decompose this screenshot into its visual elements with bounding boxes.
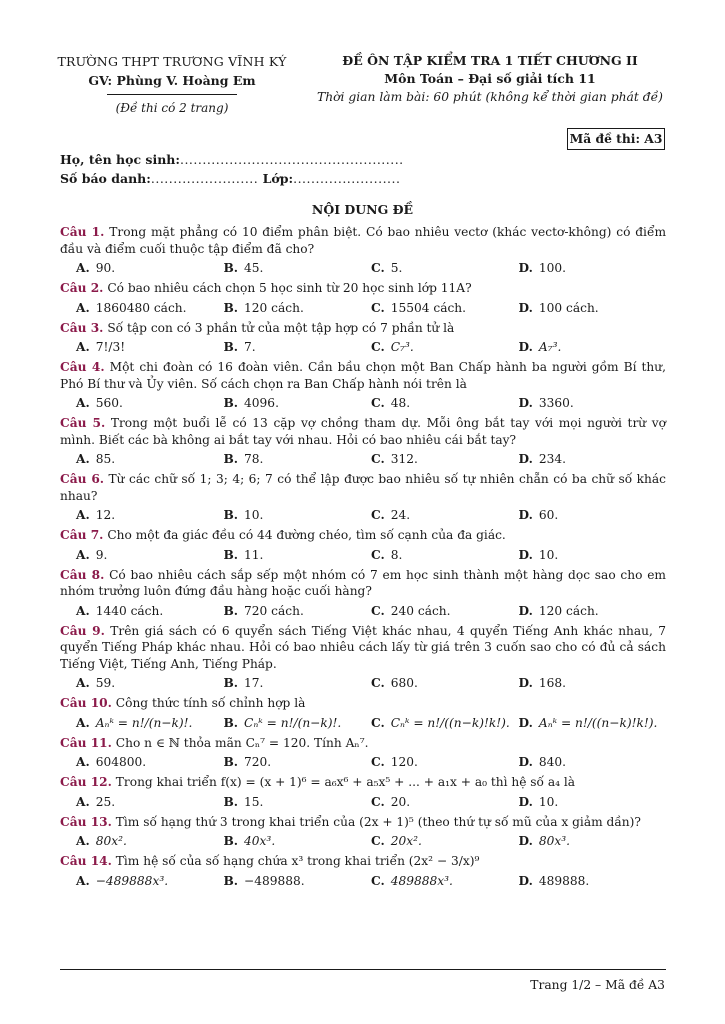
option-b: B. −489888. [223,873,305,888]
question-2 [60,280,666,317]
exam-duration: Thời gian làm bài: 60 phút (không kể thời gian phát đề) [317,90,663,104]
option-b: B. 17. [223,676,264,690]
option-c: C. C₇³. [371,340,414,354]
option-b: B. Cₙᵏ = n!/(n−k)!. [223,715,342,730]
questions-list [60,224,666,893]
question-number: Câu 3. [60,320,104,335]
pages-note: (Đề thi có 2 trang) [115,101,229,115]
option-d: D. 234. [518,452,567,466]
option-a: A. 59. [76,676,116,690]
question-5 [60,415,666,468]
question-number: Câu 6. [60,472,105,486]
exam-subject: Môn Toán – Đại số giải tích 11 [384,71,596,86]
option-c: C. 240 cách. [371,603,451,618]
question-text: Cho một đa giác đều có 44 đường chéo, tìm số cạnh của đa giác. [107,528,506,542]
question-number: Câu 11. [60,735,112,750]
student-info [60,150,480,188]
option-a: A. 12. [76,508,116,522]
question-text: Trong mặt phẳng có 10 điểm phân biệt. Có bao nhiêu vectơ (khác vectơ-không) có điểm đầu và điểm cuối thuộc tập điểm đã cho? [60,225,666,256]
class-label: Lớp: [262,171,294,186]
student-id-line [60,169,480,188]
option-d: D. 80x³. [518,834,571,848]
question-number: Câu 2. [60,281,104,295]
question-4 [60,359,666,412]
option-b: B. 720. [223,755,272,769]
question-text: Trên giá sách có 6 quyển sách Tiếng Việt khác nhau, 4 quyển Tiếng Anh khác nhau, 7 quyển Tiếng Pháp khác nhau. Hỏi có bao nhiêu cách lấy từ giá trên 3 cuốn sao cho có đủ cả sách Tiếng Việt, Tiếng Anh, Tiếng Pháp. [60,623,666,671]
option-b: B. 15. [223,794,264,809]
exam-title: ĐỀ ÔN TẬP KIỂM TRA 1 TIẾT CHƯƠNG II [342,53,638,68]
question-13 [60,814,666,851]
option-b: B. 10. [223,508,264,522]
option-b: B. 45. [223,261,264,275]
student-id-label: Số báo danh: [60,171,151,186]
option-d: D. A₇³. [518,340,562,354]
option-a: A. Aₙᵏ = n!/(n−k)!. [76,715,193,730]
class-dots: ........................ [293,171,401,186]
question-10 [60,695,666,732]
option-d: D. 10. [518,794,559,809]
option-b: B. 11. [223,547,264,562]
option-b: B. 78. [223,452,264,466]
question-text: Từ các chữ số 1; 3; 4; 6; 7 có thể lập được bao nhiêu số tự nhiên chẵn có ba chữ số khác nhau? [60,472,666,503]
option-c: C. Cₙᵏ = n!/((n−k)!k!). [371,715,510,730]
question-number: Câu 5. [60,416,106,430]
question-number: Câu 8. [60,567,105,582]
question-text: Trong một buổi lễ có 13 cặp vợ chồng tham dự. Mỗi ông bắt tay với mọi người trừ vợ mình. Biết các bà không ai bắt tay với nhau. Hỏi có bao nhiêu cái bắt tay? [60,416,666,447]
question-text: Trong khai triển f(x) = (x + 1)⁶ = a₆x⁶ + a₅x⁵ + ... + a₁x + a₀ thì hệ số a₄ là [115,775,576,789]
option-a: A. 80x². [76,834,127,848]
question-text: Một chi đoàn có 16 đoàn viên. Cần bầu chọn một Ban Chấp hành ba người gồm Bí thư, Phó Bí thư và Ủy viên. Số cách chọn ra Ban Chấp hành nói trên là [60,360,666,391]
student-name-dots: .................................................. [179,152,404,167]
question-number: Câu 14. [60,854,112,868]
option-d: D. 168. [518,676,567,690]
option-d: D. 489888. [518,873,590,888]
option-a: A. 1860480 cách. [76,300,187,315]
question-9 [60,623,666,693]
footer-divider [60,969,666,970]
question-number: Câu 12. [60,775,112,789]
question-number: Câu 7. [60,528,104,542]
question-text: Công thức tính số chỉnh hợp là [115,696,306,710]
question-7 [60,527,666,564]
option-d: D. 10. [518,547,559,562]
option-d: D. 60. [518,508,559,522]
option-c: C. 5. [371,261,403,275]
option-a: A. 7!/3! [76,340,126,354]
option-d: D. 100 cách. [518,300,599,315]
exam-code-box: Mã đề thi: A3 [567,128,665,150]
section-title: NỘI DUNG ĐỀ [311,202,414,217]
option-a: A. 90. [76,261,116,275]
teacher-name: GV: Phùng V. Hoàng Em [88,73,256,88]
option-c: C. 20. [371,794,411,809]
option-d: D. 840. [518,755,567,769]
option-b: B. 4096. [223,396,279,410]
option-d: D. 100. [518,261,567,275]
option-d: D. Aₙᵏ = n!/((n−k)!k!). [518,715,658,730]
question-text: Tìm hệ số của số hạng chứa x³ trong khai triển (2x² − 3/x)⁹ [115,854,480,868]
option-c: C. 120. [371,755,418,769]
student-id-dots: ........................ [150,171,259,186]
question-text: Có bao nhiêu cách sắp sếp một nhóm có 7 em học sinh thành một hàng dọc sao cho em nhóm trưởng luôn đứng đầu hàng hoặc cuối hàng? [60,567,666,598]
question-text: Có bao nhiêu cách chọn 5 học sinh từ 20 học sinh lớp 11A? [107,281,472,295]
option-c: C. 680. [371,676,418,690]
option-a: A. 85. [76,452,116,466]
option-a: A. 9. [76,547,108,562]
question-number: Câu 4. [60,360,105,374]
question-3 [60,320,666,357]
question-text: Số tập con có 3 phần tử của một tập hợp có 7 phần tử là [107,320,455,335]
option-c: C. 24. [371,508,411,522]
option-c: C. 20x². [371,834,422,848]
question-6 [60,471,666,524]
question-12 [60,774,666,811]
question-number: Câu 1. [60,225,105,239]
header-right [300,52,680,106]
header-left [52,52,292,118]
page-footer: Trang 1/2 – Mã đề A3 [530,978,665,992]
option-d: D. 3360. [518,396,574,410]
option-c: C. 489888x³. [371,873,453,888]
question-14 [60,853,666,890]
option-c: C. 48. [371,396,411,410]
question-8 [60,567,666,620]
question-text: Tìm số hạng thứ 3 trong khai triển của (2x + 1)⁵ (theo thứ tự số mũ của x giảm dần)? [115,814,641,829]
option-a: A. 560. [76,396,123,410]
option-b: B. 40x³. [223,834,276,848]
question-number: Câu 13. [60,814,112,829]
option-b: B. 120 cách. [223,300,304,315]
question-11 [60,735,666,772]
question-1 [60,224,666,277]
option-c: C. 15504 cách. [371,300,467,315]
option-a: A. 25. [76,794,116,809]
option-a: A. −489888x³. [76,873,169,888]
option-b: B. 7. [223,340,256,354]
option-c: C. 312. [371,452,418,466]
option-a: A. 1440 cách. [76,603,164,618]
option-d: D. 120 cách. [518,603,599,618]
student-name-label: Họ, tên học sinh: [60,152,180,167]
question-text: Cho n ∈ ℕ thỏa mãn Cₙ⁷ = 120. Tính Aₙ⁷. [115,735,369,750]
option-a: A. 604800. [76,755,147,769]
student-name-line [60,150,480,169]
question-number: Câu 10. [60,696,112,710]
school-name: TRƯỜNG THPT TRƯƠNG VĨNH KÝ [57,54,287,69]
question-number: Câu 9. [60,623,105,638]
option-b: B. 720 cách. [223,603,304,618]
header-divider [107,94,237,95]
option-c: C. 8. [371,547,403,562]
